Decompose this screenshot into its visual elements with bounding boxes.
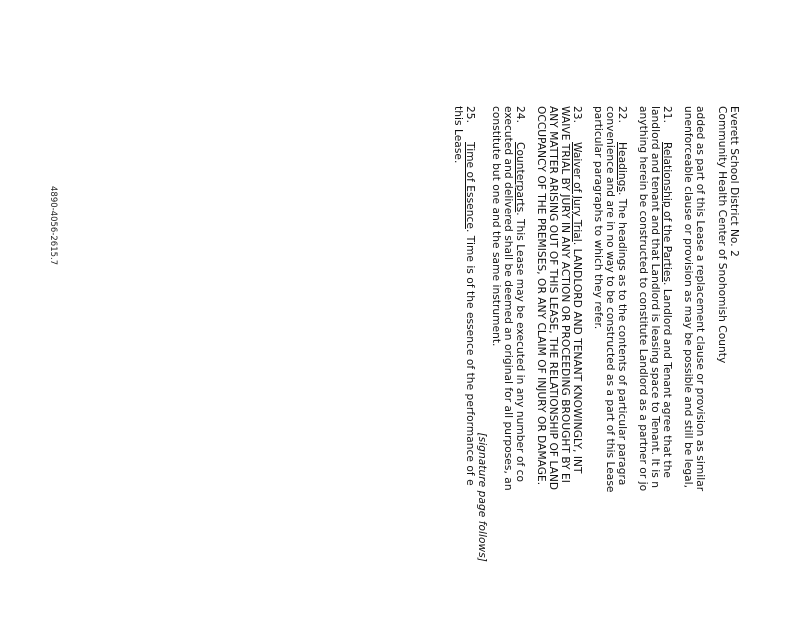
- section-line: constitute but one and the same instrument.: [490, 106, 502, 347]
- intro-line: added as part of this Lease a replacement clause or provision as similar: [694, 106, 706, 492]
- section-number: 24.: [514, 106, 526, 123]
- section-heading: Time of Essence: [464, 142, 476, 229]
- section-22: [592, 106, 628, 618]
- section-24: [490, 106, 526, 618]
- section-number: 22.: [616, 106, 628, 123]
- header-health-center: Community Health Center of Snohomish County: [716, 106, 728, 364]
- section-heading: Headings: [616, 142, 628, 193]
- section-number: 25.: [464, 106, 476, 123]
- section-line: WAIVE TRIAL BY JURY IN ANY ACTION OR PROCEEDING BROUGHT BY EI: [559, 106, 571, 483]
- section-line: OCCUPANCY OF THE PREMISES, OR ANY CLAIM OF INJURY OR DAMAGE.: [535, 106, 547, 486]
- intro-line: unenforceable clause or provision as may be possible and still be legal,: [682, 106, 694, 489]
- section-21: [637, 106, 673, 618]
- signature-page-note: [signature page follows]: [476, 432, 488, 562]
- section-line: particular paragraphs to which they refer.: [592, 106, 604, 330]
- section-heading: Relationship of the Parties: [661, 142, 673, 282]
- section-line: . The headings as to the contents of particular paragra: [616, 192, 628, 486]
- section-23: [535, 106, 583, 618]
- section-line: . Landlord and Tenant agree that the: [661, 281, 673, 478]
- section-line: landlord and tenant and that Landlord is leasing space to Tenant. It is n: [649, 106, 661, 489]
- section-line: . LANDLORD AND TENANT KNOWINGLY, INT: [571, 241, 583, 474]
- intro-paragraph: [682, 106, 706, 618]
- header-district: Everett School District No. 2: [728, 106, 740, 257]
- document-id-footer: 4890-4056-2615.7: [48, 186, 58, 266]
- section-line: . Time is of the essence of the performance of e: [464, 228, 476, 486]
- section-line: ANY MATTER ARISING OUT OF THIS LEASE, THE RELATIONSHIP OF LAND: [547, 106, 559, 491]
- section-heading: Waiver of Jury Trial: [571, 142, 583, 242]
- section-line: executed and delivered shall be deemed an original for all purposes, an: [502, 106, 514, 491]
- section-line: . This Lease may be executed in any number of co: [514, 212, 526, 483]
- section-line: this Lease.: [452, 106, 464, 164]
- section-number: 21.: [661, 106, 673, 123]
- section-line: anything herein be constructed to constitute Landlord as a partner or jo: [637, 106, 649, 492]
- section-line: convenience and are in no way to be constructed as a part of this Lease: [604, 106, 616, 493]
- section-number: 23.: [571, 106, 583, 123]
- section-heading: Counterparts: [514, 142, 526, 213]
- section-25: [452, 106, 476, 618]
- lease-text-block: [452, 106, 740, 618]
